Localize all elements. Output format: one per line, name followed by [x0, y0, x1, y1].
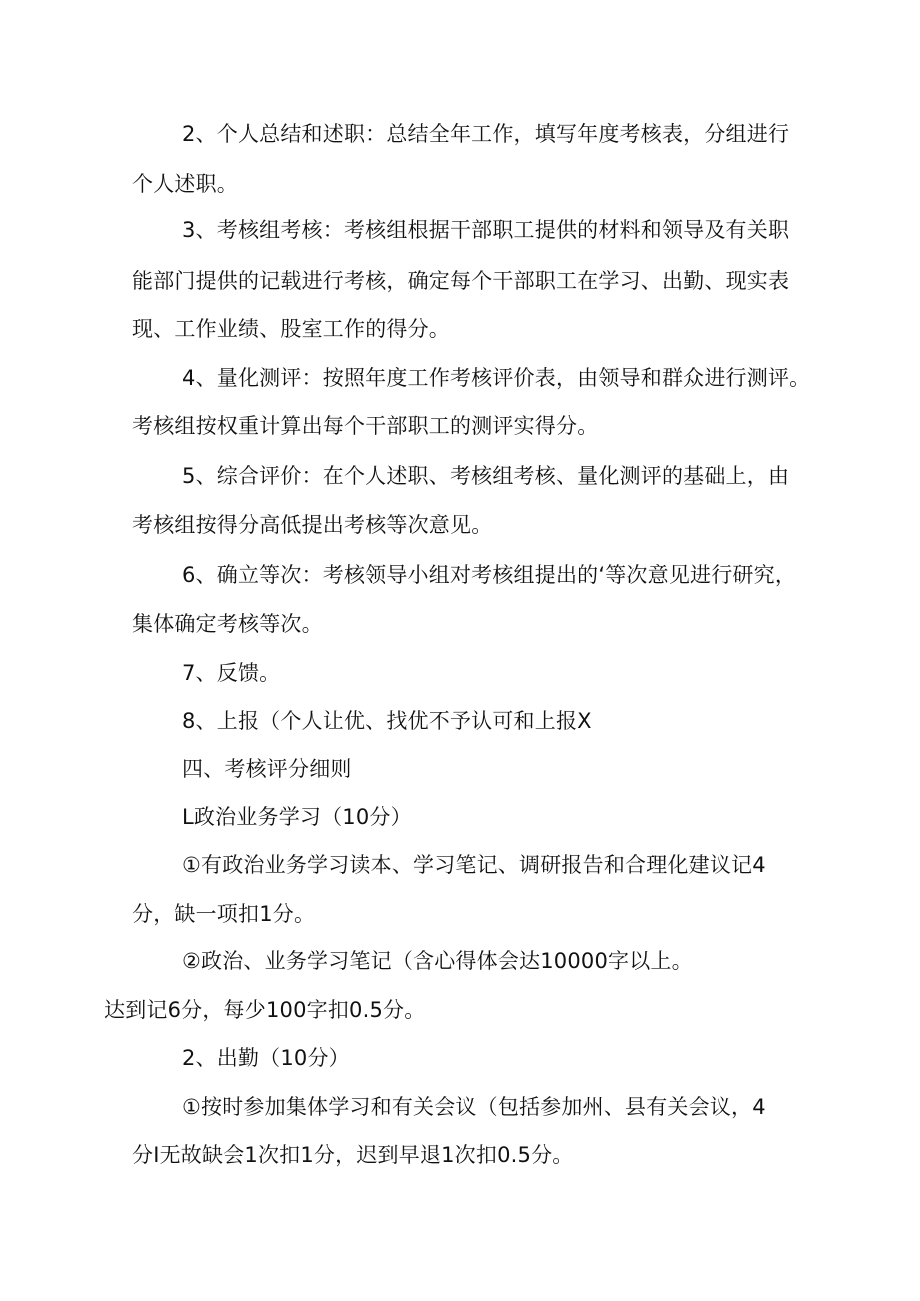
item-1-heading: L政治业务学习（10分） — [182, 805, 412, 829]
step-6-line-1: 6、确立等次：考核领导小组对考核组提出的‘等次意见进行研究， — [182, 563, 797, 587]
section-4-heading: 四、考核评分细则 — [182, 757, 352, 781]
step-5-line-2: 考核组按得分高低提出考核等次意见。 — [132, 513, 493, 537]
step-4-line-2: 考核组按权重计算出每个干部职工的测评实得分。 — [132, 414, 599, 438]
step-7-line: 7、反馈。 — [182, 661, 281, 685]
item-1-sub-1-line-2: 分，缺一项扣1分。 — [132, 902, 316, 926]
step-6-line-2: 集体确定考核等次。 — [132, 612, 323, 636]
step-3-line-2: 能部门提供的记载进行考核，确定每个干部职工在学习、出勤、现实表 — [132, 269, 790, 293]
item-2-heading: 2、出勤（10分） — [182, 1046, 350, 1070]
step-5-line-1: 5、综合评价：在个人述职、考核组考核、量化测评的基础上，由 — [182, 464, 790, 488]
item-1-sub-1-line-1: ①有政治业务学习读本、学习笔记、调研报告和合理化建议记4 — [182, 853, 766, 877]
step-2-line-2: 个人述职。 — [132, 172, 238, 196]
step-3-line-3: 现、工作业绩、股室工作的得分。 — [132, 317, 450, 341]
step-3-line-1: 3、考核组考核：考核组根据干部职工提供的材料和领导及有关职 — [182, 218, 790, 242]
item-1-sub-2-line-2: 达到记6分，每少100字扣0.5分。 — [104, 998, 426, 1022]
item-2-sub-1-line-2: 分I无故缺会1次扣1分，迟到早退1次扣0.5分。 — [132, 1143, 574, 1167]
step-8-line: 8、上报（个人让优、找优不予认可和上报X — [182, 709, 592, 733]
step-2-line-1: 2、个人总结和述职：总结全年工作，填写年度考核表，分组进行 — [182, 122, 790, 146]
item-2-sub-1-line-1: ①按时参加集体学习和有关会议（包括参加州、县有关会议，4 — [182, 1095, 766, 1119]
item-1-sub-2-line-1: ②政治、业务学习笔记（含心得体会达10000字以上。 — [182, 949, 693, 973]
step-4-line-1: 4、量化测评：按照年度工作考核评价表，由领导和群众进行测评。 — [182, 366, 811, 390]
